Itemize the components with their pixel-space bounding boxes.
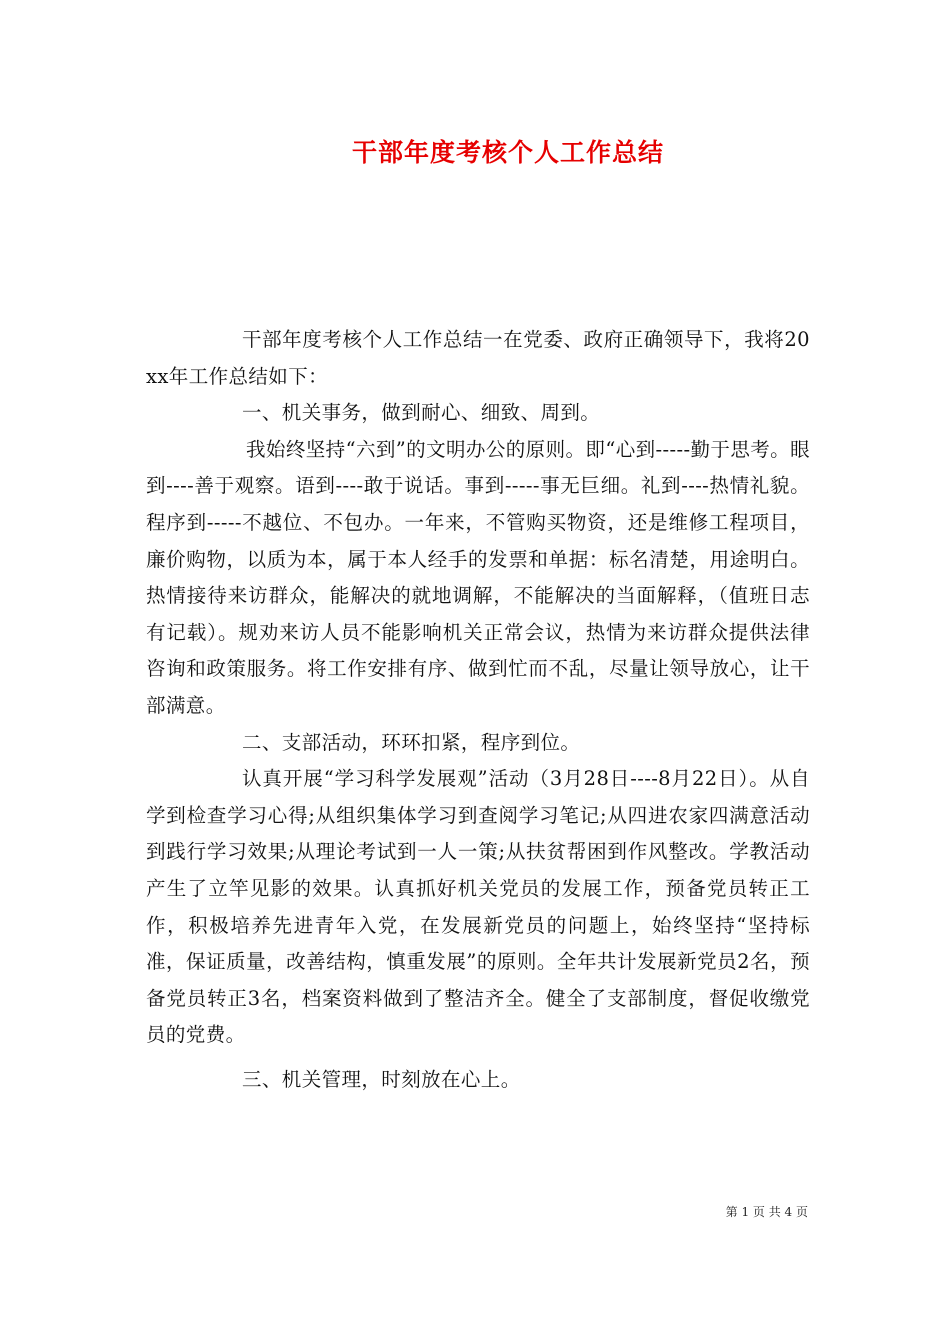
document-title: 干部年度考核个人工作总结 bbox=[351, 138, 664, 167]
paragraph-section-2: 认真开展“学习科学发展观”活动（3月28日----8月22日）。从自学到检查学习心得;从组织集体学习到查阅学习笔记;从四进农家四满意活动到践行学习效果;从理论考试到一人一策;从扶贫帮困到作风整改。学教活动产生了立竿见影的效果。认真抓好机关党员的发展工作，预备党员转正工作，积极培养先进青年入党，在发展新党员的问题上，始终坚持“坚持标准，保证质量，改善结构，慎重发展”的原则。全年共计发展新党员2名，预备党员转正3名，档案资料做到了整洁齐全。健全了支部制度，督促收缴党员的党费。 bbox=[146, 767, 810, 1047]
section-heading-3: 三、机关管理，时刻放在心上。 bbox=[242, 1067, 521, 1091]
section-heading-2: 二、支部活动，环环扣紧，程序到位。 bbox=[242, 730, 581, 754]
paragraph-section-1: 我始终坚持“六到”的文明办公的原则。即“心到-----勤于思考。眼到----善于观察。语到----敢于说话。事到-----事无巨细。礼到----热情礼貌。程序到-----不越位、不包办。一年来，不管购买物资，还是维修工程项目，廉价购物，以质为本，属于本人经手的发票和单据：标名清楚，用途明白。热情接待来访群众，能解决的就地调解，不能解决的当面解释，（值班日志有记载）。规劝来访人员不能影响机关正常会议，热情为来访群众提供法律咨询和政策服务。将工作安排有序、做到忙而不乱，尽量让领导放心，让干部满意。 bbox=[146, 437, 810, 717]
paragraph-intro: 干部年度考核个人工作总结一在党委、政府正确领导下，我将20xx年工作总结如下： bbox=[146, 328, 810, 388]
section-heading-1: 一、机关事务，做到耐心、细致、周到。 bbox=[242, 401, 601, 425]
document-body bbox=[146, 322, 810, 1098]
page-number: 第 1 页 共 4 页 bbox=[725, 1205, 808, 1219]
